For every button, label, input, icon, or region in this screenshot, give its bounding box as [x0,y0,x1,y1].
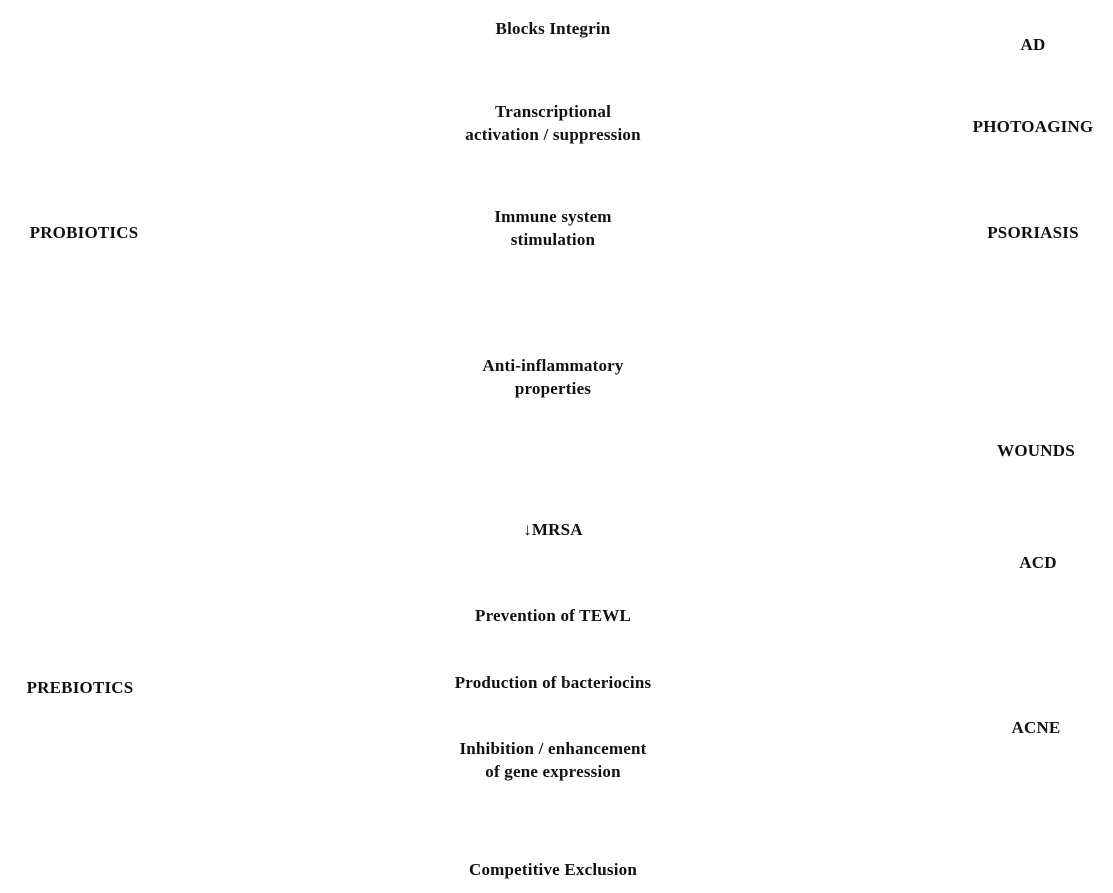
condition-ad: AD [1020,35,1046,54]
condition-acd: ACD [1019,553,1057,572]
mechanism-tewl: Prevention of TEWL [475,606,631,625]
mechanism-bacteriocins: Production of bacteriocins [454,673,652,692]
mechanism-competitive-exclusion: Competitive Exclusion [468,860,638,879]
prebiotics-label: PREBIOTICS [26,678,134,697]
mechanism-blocks-integrin: Blocks Integrin [495,19,611,38]
mechanism-transcriptional: Transcriptional activation / suppression [465,102,641,144]
mechanism-gene-expression: Inhibition / enhancement of gene expression [459,739,647,781]
mechanism-immune-stimulation: Immune system stimulation [494,207,612,249]
condition-photoaging: PHOTOAGING [972,117,1094,136]
mechanism-anti-inflammatory: Anti-inflammatory properties [482,356,624,398]
condition-wounds: WOUNDS [997,441,1075,460]
condition-psoriasis: PSORIASIS [987,223,1079,242]
probiotics-label: PROBIOTICS [29,223,139,242]
mechanism-mrsa: ↓MRSA [523,520,583,539]
condition-acne: ACNE [1011,718,1061,737]
